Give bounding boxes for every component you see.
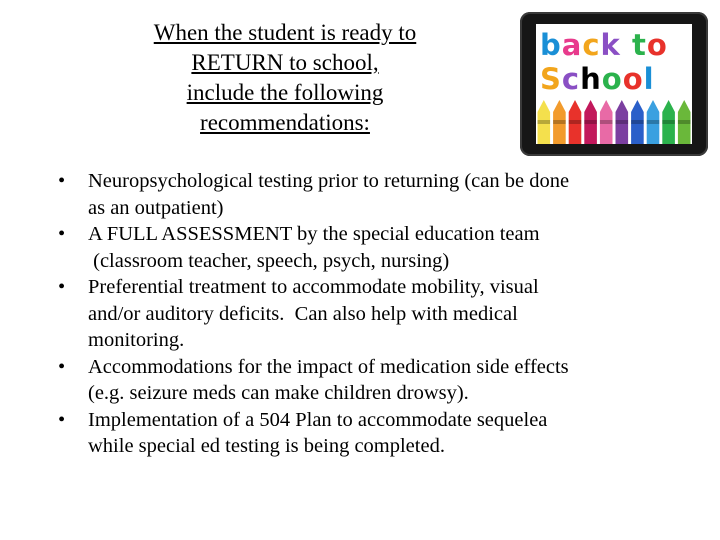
lettering-letter: b: [540, 28, 562, 62]
lettering-letter: a: [561, 28, 583, 62]
recommendations-list: [58, 168, 688, 460]
crayons-illustration: [536, 24, 692, 144]
crayon: [538, 100, 551, 144]
title-line: When the student is ready to: [153, 20, 417, 45]
list-item: [58, 354, 688, 407]
lettering-letter: c: [561, 62, 581, 96]
crayon: [678, 100, 691, 144]
list-item-line: • Preferential treatment to accommodate mobility, visual: [88, 276, 539, 298]
list-item-line: • A FULL ASSESSMENT by the special education team: [88, 223, 540, 245]
list-item-line: • Implementation of a 504 Plan to accommodate sequelea: [88, 408, 548, 431]
lettering-letter: S: [540, 62, 562, 96]
list-item-line: (classroom teacher, speech, psych, nursing): [88, 249, 450, 272]
list-item-line: monitoring.: [88, 329, 185, 351]
list-item-line: • Neuropsychological testing prior to returning (can be done: [88, 170, 570, 192]
crayon: [553, 100, 566, 144]
back-to-school-tablet-image: [520, 12, 708, 156]
lettering-letter: o: [601, 62, 623, 96]
list-item-line: (e.g. seizure meds can make children drowsy).: [88, 382, 469, 404]
crayon: [616, 100, 629, 144]
list-item-line: as an outpatient): [88, 196, 224, 219]
title-line: RETURN to school,: [191, 50, 379, 75]
crayon: [647, 100, 660, 144]
slide-title: [100, 18, 470, 138]
lettering-letter: k: [600, 28, 621, 62]
crayon: [569, 100, 582, 144]
lettering-letter: c: [582, 28, 601, 62]
title-line: include the following: [186, 80, 384, 105]
tablet-screen: [536, 24, 692, 144]
crayon: [600, 100, 613, 144]
crayon: [631, 100, 644, 144]
list-item-line: • Accommodations for the impact of medication side effects: [88, 355, 569, 378]
lettering-letter: l: [643, 62, 655, 96]
list-item: [58, 168, 688, 221]
lettering-letter: t: [631, 28, 647, 62]
list-item-line: and/or auditory deficits. Can also help with medical: [88, 302, 518, 325]
crayon: [584, 100, 597, 144]
lettering-letter: h: [580, 62, 602, 96]
list-item: [58, 221, 688, 274]
lettering-letter: o: [622, 62, 644, 96]
list-item: [58, 407, 688, 460]
title-line: recommendations:: [200, 110, 370, 135]
list-item: [58, 274, 688, 354]
lettering-letter: o: [646, 28, 668, 62]
crayon: [662, 100, 675, 144]
list-item-line: while special ed testing is being completed.: [88, 435, 445, 457]
